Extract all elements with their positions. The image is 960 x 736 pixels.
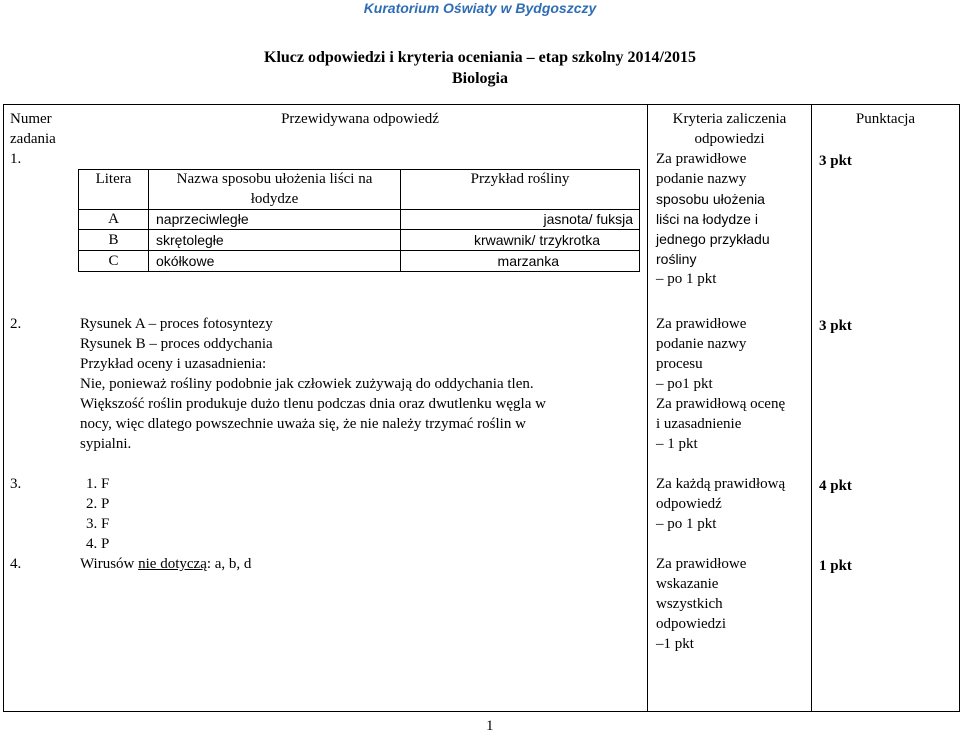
inner-header-example: Przykład rośliny xyxy=(470,171,570,187)
inner-row-name: naprzeciwległe xyxy=(156,211,249,227)
task1-criteria-line: rośliny xyxy=(656,251,697,267)
column-header-criteria-2: odpowiedzi xyxy=(694,131,765,147)
column-header-number-2: zadania xyxy=(10,131,56,147)
inner-row-name: skrętoległe xyxy=(156,232,224,248)
task1-criteria-line: – po 1 pkt xyxy=(656,271,717,287)
document-subject: Biologia xyxy=(451,70,508,87)
task4-criteria-line: wskazanie xyxy=(656,576,719,592)
task4-points: 1 pkt xyxy=(819,558,852,574)
task1-number: 1. xyxy=(10,151,22,167)
task1-criteria-line: liści na łodydze i xyxy=(656,211,758,227)
task3-answer: 4. P xyxy=(86,536,110,552)
task3-criteria-line: Za każdą prawidłową xyxy=(656,476,786,492)
task4-answer-prefix: Wirusów xyxy=(80,556,135,572)
task2-answer-line: sypialni. xyxy=(80,436,132,452)
task1-criteria-line: sposobu ułożenia xyxy=(656,191,765,207)
task2-answer-line: nocy, więc dlatego powszechnie uważa się, że nie należy trzymać roślin w xyxy=(80,416,526,432)
task2-answer-line: Nie, ponieważ rośliny podobnie jak człowiek zużywają do oddychania tlen. xyxy=(80,376,534,392)
task2-criteria-line: procesu xyxy=(656,356,703,372)
task2-answer-line: Przykład oceny i uzasadnienia: xyxy=(80,356,267,372)
column-header-answer: Przewidywana odpowiedź xyxy=(281,111,439,127)
inner-row-letter: A xyxy=(108,211,119,227)
organization-header: Kuratorium Oświaty w Bydgoszczy xyxy=(363,0,597,16)
column-header-points: Punktacja xyxy=(855,111,916,127)
task1-criteria-line: podanie nazwy xyxy=(656,171,747,187)
task4-criteria-line: Za prawidłowe xyxy=(656,556,747,572)
task3-number: 3. xyxy=(10,476,22,492)
task4-criteria-line: wszystkich xyxy=(656,596,723,612)
inner-header-name: Nazwa sposobu ułożenia liści na xyxy=(176,171,373,187)
task2-criteria-line: podanie nazwy xyxy=(656,336,747,352)
inner-row-name: okółkowe xyxy=(156,253,215,269)
task1-criteria-line: Za prawidłowe xyxy=(656,151,747,167)
task3-criteria-line: odpowiedź xyxy=(656,496,722,512)
task2-answer-line: Większość roślin produkuje dużo tlenu podczas dnia oraz dwutlenku węgla w xyxy=(80,396,546,412)
document-title: Klucz odpowiedzi i kryteria oceniania – etap szkolny 2014/2015 xyxy=(264,49,696,66)
task4-number: 4. xyxy=(10,556,22,572)
task3-answer: 3. F xyxy=(86,516,110,532)
task2-number: 2. xyxy=(10,316,22,332)
task3-answer: 1. F xyxy=(86,476,110,492)
inner-row-letter: B xyxy=(108,232,119,248)
task2-criteria-line: Za prawidłową ocenę xyxy=(656,396,786,412)
task1-criteria-line: jednego przykładu xyxy=(656,231,770,247)
task2-criteria-line: i uzasadnienie xyxy=(656,416,742,432)
inner-row-example: marzanka xyxy=(497,253,559,269)
inner-header-name-2: łodydze xyxy=(250,191,299,207)
task2-points: 3 pkt xyxy=(819,318,852,334)
page-number: 1 xyxy=(486,718,494,734)
inner-header-letter: Litera xyxy=(95,171,132,187)
inner-row-example: krwawnik/ trzykrotka xyxy=(473,232,600,248)
task4-criteria-line: odpowiedzi xyxy=(656,616,726,632)
column-header-criteria: Kryteria zaliczenia xyxy=(672,111,787,127)
task3-criteria-line: – po 1 pkt xyxy=(656,516,717,532)
task2-criteria-line: – 1 pkt xyxy=(656,436,698,452)
task1-points: 3 pkt xyxy=(819,153,852,169)
task4-criteria-line: –1 pkt xyxy=(656,636,694,652)
column-header-number: Numer xyxy=(10,111,52,127)
inner-row-example: jasnota/ fuksja xyxy=(543,211,633,227)
task2-answer-line: Rysunek B – proces oddychania xyxy=(80,336,273,352)
task4-answer xyxy=(80,554,251,574)
task3-answer: 2. P xyxy=(86,496,110,512)
task3-points: 4 pkt xyxy=(819,478,852,494)
task2-answer-line: Rysunek A – proces fotosyntezy xyxy=(80,316,273,332)
inner-row-letter: C xyxy=(108,253,119,269)
task4-answer-suffix: : a, b, d xyxy=(206,556,252,572)
task4-answer-underlined: nie dotyczą xyxy=(138,556,207,572)
task2-criteria-line: – po1 pkt xyxy=(656,376,713,392)
task2-criteria-line: Za prawidłowe xyxy=(656,316,747,332)
